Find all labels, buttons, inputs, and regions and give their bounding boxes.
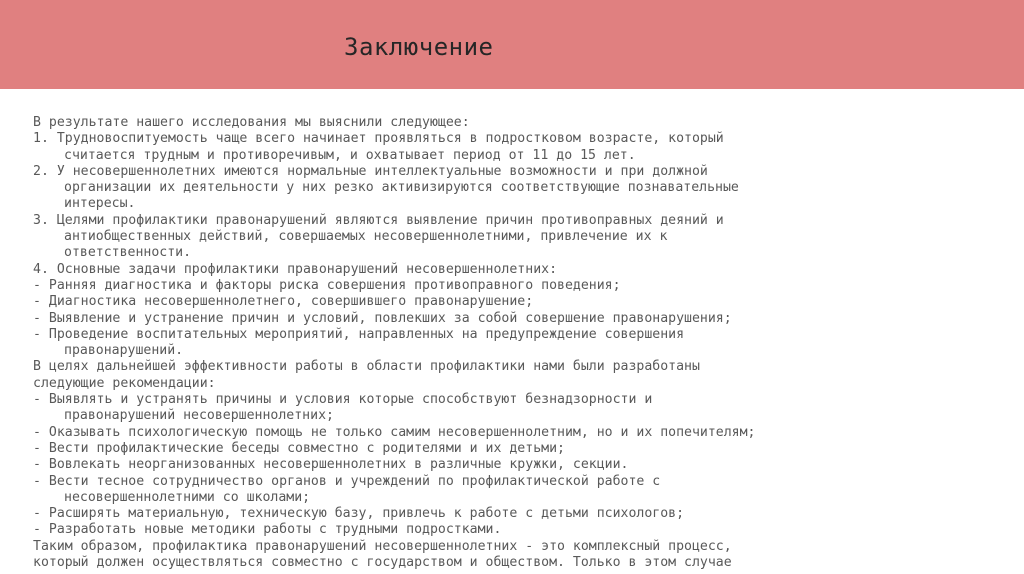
recommendation-item-continuation: правонарушений несовершеннолетних;: [64, 408, 334, 424]
intro-line: В результате нашего исследования мы выяснили следующее:: [33, 115, 470, 130]
conclusion-paragraph: который должен осуществляться совместно с государством и обществом. Только в этом случае: [33, 555, 732, 571]
list-item-3-continuation: ответственности.: [64, 245, 192, 261]
list-item-1-continuation: считается трудным и противоречивым, и охватывает период от 11 до 15 лет.: [64, 147, 636, 163]
list-item-2: 2. У несовершеннолетних имеются нормальные интеллектуальные возможности и при должной: [33, 163, 708, 179]
recommendations-intro: В целях дальнейшей эффективности работы в области профилактики нами были разработаны: [33, 359, 700, 375]
task-item: - Проведение воспитательных мероприятий, направленных на предупреждение совершения: [33, 326, 685, 342]
recommendation-item: - Вести тесное сотрудничество органов и учреждений по профилактической работе с: [33, 473, 661, 489]
list-item-2-continuation: организации их деятельности у них резко активизируются соответствующие познавательные: [64, 180, 739, 196]
task-item-continuation: правонарушений.: [64, 343, 184, 359]
list-item-3-continuation: антиобщественных действий, совершаемых несовершеннолетними, привлечение их к: [64, 229, 668, 245]
title-banner: [0, 0, 1024, 89]
conclusion-text: [33, 115, 1013, 571]
task-item: - Ранняя диагностика и факторы риска совершения противоправного поведения;: [33, 277, 621, 293]
conclusion-paragraph: Таким образом, профилактика правонарушений несовершеннолетних - это комплексный процесс,: [33, 538, 732, 554]
recommendation-item: - Вести профилактические беседы совместно с родителями и их детьми;: [33, 440, 565, 456]
task-item: - Диагностика несовершеннолетнего, совершившего правонарушение;: [33, 294, 534, 310]
recommendations-intro-continuation: следующие рекомендации:: [33, 375, 216, 391]
list-item-3: 3. Целями профилактики правонарушений являются выявление причин противоправных деяний и: [33, 212, 724, 228]
recommendation-item: - Вовлекать неорганизованных несовершеннолетних в различные кружки, секции.: [33, 457, 629, 473]
task-item: - Выявление и устранение причин и условий, повлекших за собой совершение правонарушения;: [33, 310, 732, 326]
recommendation-item: - Выявлять и устранять причины и условия которые способствуют безнадзорности и: [33, 392, 653, 408]
list-item-2-continuation: интересы.: [64, 196, 136, 212]
list-item-4: 4. Основные задачи профилактики правонарушений несовершеннолетних:: [33, 261, 558, 277]
recommendation-item: - Оказывать психологическую помощь не только самим несовершеннолетним, но и их попечителям;: [33, 424, 756, 440]
list-item-1: 1. Трудновоспитуемость чаще всего начинает проявляться в подростковом возрасте, который: [33, 131, 724, 147]
recommendation-item: - Расширять материальную, техническую базу, привлечь к работе с детьми психологов;: [33, 506, 685, 522]
slide-title: Заключение: [344, 33, 494, 61]
recommendation-item-continuation: несовершеннолетними со школами;: [64, 489, 311, 505]
recommendation-item: - Разработать новые методики работы с трудными подростками.: [33, 522, 502, 538]
